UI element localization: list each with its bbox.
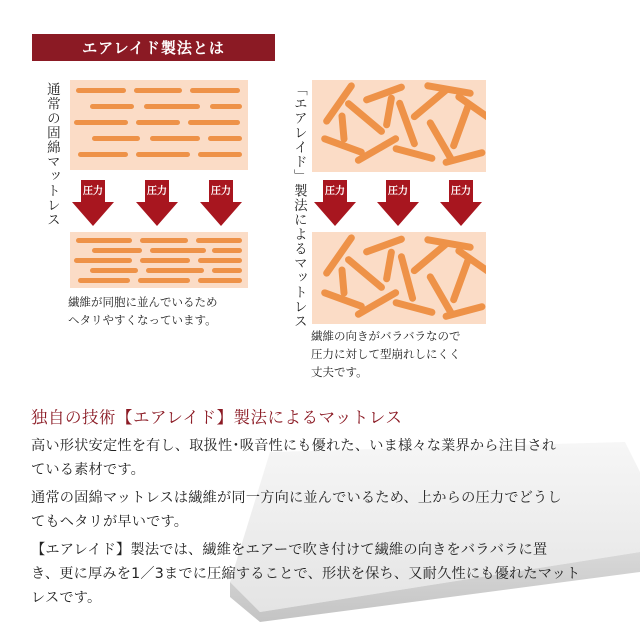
pressure-arrow-icon [72,180,114,226]
paragraph-line: レスです。 [31,590,102,606]
banner-title: エアレイド製法とは [82,39,225,57]
fiber-strand [136,120,180,125]
fiber-strand [76,88,126,93]
pressure-arrow-icon [377,180,419,226]
fiber-strand [150,248,206,253]
fiber-strand [92,136,140,141]
fiber-strand [212,248,242,253]
normal-note [68,294,218,330]
fiber-strand [210,104,242,109]
fiber-strand [208,136,242,141]
fiber-strand [188,120,240,125]
fiber-strand [397,252,417,302]
fiber-strand [90,104,134,109]
airlaid-mattress-label: 「エアレイド」製法によるマットレス [290,82,307,329]
fiber-strand [196,238,242,243]
pressure-arrow-label: 圧力 [325,186,345,197]
paragraph-line: き、更に厚みを1／3までに圧縮することで、形状を保ち、又耐久性にも優れたマット [31,566,581,582]
fiber-strand [190,88,240,93]
fiber-strand [76,238,132,243]
fiber-strand [344,255,387,293]
fiber-strand [78,278,130,283]
normal-compressed-panel [70,232,248,288]
paragraph-line: 高い形状安定性を有し、取扱性･吸音性にも優れた、いま様々な業界から注目され [31,438,557,454]
fiber-strand [140,238,188,243]
fiber-strand [198,278,242,283]
fiber-strand [74,258,132,263]
fiber-strand [383,94,396,129]
fiber-strand [383,248,396,283]
airlaid-compressed-panel [312,232,486,324]
fiber-strand [138,278,190,283]
fiber-strand [338,266,348,296]
fiber-strand [424,236,474,252]
pressure-arrow-icon [200,180,242,226]
fiber-strand [78,152,128,157]
pressure-arrow-icon [314,180,356,226]
normal-fibers-panel [70,80,248,170]
paragraph-1 [31,434,621,482]
normal-note-line1: 繊維が同胞に並んでいるため [68,295,218,309]
paragraph-line: 【エアレイド】製法では、繊維をエアーで吹き付けて繊維の向きをバラバラに置 [31,542,548,558]
pressure-arrow-icon [136,180,178,226]
fiber-strand [424,82,474,98]
paragraph-3 [31,538,621,610]
airlaid-note-line1: 繊維の向きがバラバラなので [311,329,461,343]
fiber-strand [90,268,138,273]
fiber-strand [92,248,142,253]
pressure-arrow-label: 圧力 [147,186,167,197]
pressure-arrow-label: 圧力 [451,186,471,197]
pressure-arrow-label: 圧力 [83,186,103,197]
paragraph-line: てもヘタリが早いです。 [31,514,189,530]
fiber-strand [212,268,242,273]
fiber-strand [198,152,242,157]
section-title: 独自の技術【エアレイド】製法によるマットレス [31,408,403,427]
airlaid-note-line2: 圧力に対して型崩れしにくく [311,346,461,361]
normal-note-line2: ヘタリやすくなっています。 [68,312,217,327]
fiber-strand [144,104,200,109]
fiber-strand [136,152,190,157]
fiber-strand [134,88,182,93]
section-banner [32,34,275,61]
normal-mattress-label: 通常の固綿マットレス [43,82,60,227]
fiber-strand [140,258,190,263]
pressure-arrow-label: 圧力 [211,186,231,197]
fiber-strand [150,136,200,141]
pressure-arrow-icon [440,180,482,226]
fiber-strand [344,99,387,137]
airlaid-note [311,328,461,381]
airlaid-fibers-panel [312,80,486,172]
airlaid-note-line3: 丈夫です。 [311,364,368,379]
paragraph-line: 通常の固綿マットレスは繊維が同一方向に並んでいるため、上からの圧力でどうし [31,490,562,506]
paragraph-2 [31,486,621,534]
fiber-strand [74,120,128,125]
fiber-strand [338,112,348,142]
paragraph-line: ている素材です。 [31,462,145,478]
fiber-strand [146,268,204,273]
fiber-strand [198,258,242,263]
pressure-arrow-label: 圧力 [388,186,408,197]
